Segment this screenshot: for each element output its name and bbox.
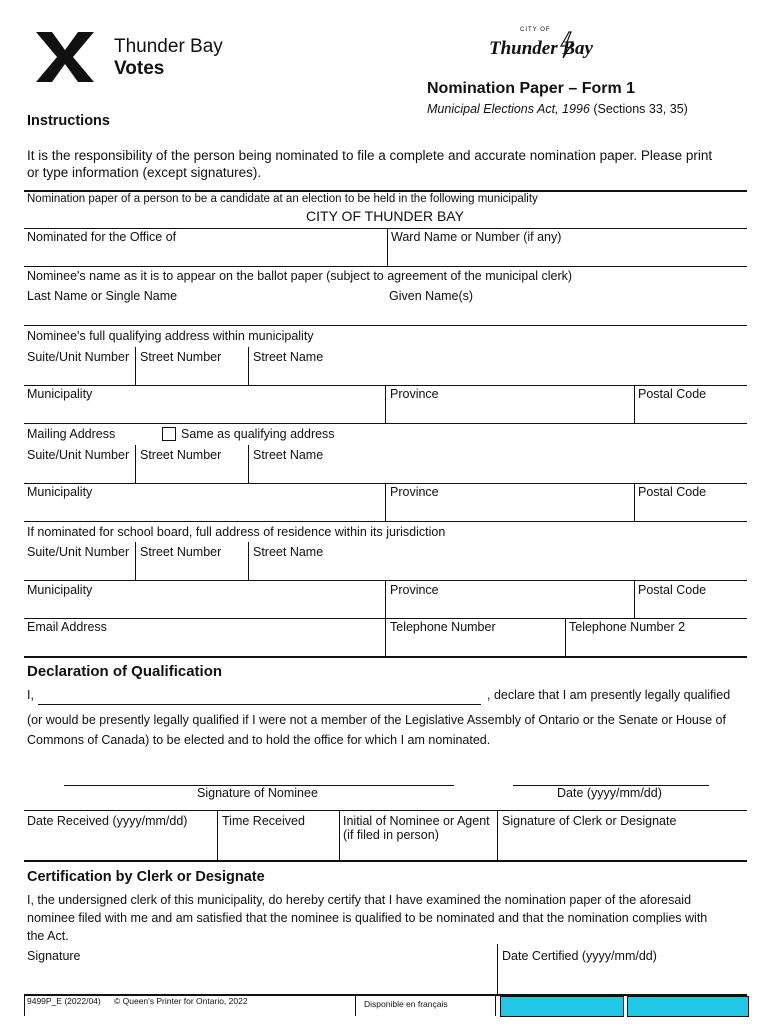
telephone-2-input[interactable] [569,636,743,654]
rule [24,325,747,326]
ward-input[interactable] [391,246,743,264]
qa-province-label: Province [390,387,439,401]
municipality-label: Nomination paper of a person to be a candidate at an election to be held in the following municipality [27,193,538,205]
instructions-line-1: It is the responsibility of the person being nominated to file a complete and accurate nomination paper. Please print [27,148,713,163]
certification-line-1: I, the undersigned clerk of this municipality, do hereby certify that I have examined the nomination paper of the aforesaid [27,893,692,907]
telephone-input[interactable] [390,636,561,654]
ma-street-number-label: Street Number [140,448,222,462]
divider [497,810,498,860]
logo-text-thunder-bay: Thunder Bay [114,36,223,57]
initial-label-line-2: (if filed in person) [343,828,439,842]
date-certified-label: Date Certified (yyyy/mm/dd) [502,949,657,963]
qa-street-number-label: Street Number [140,350,222,364]
given-names-input[interactable] [389,305,743,323]
declaration-text-line-1: (or would be presently legally qualified if I were not a member of the Legislative Assembly of Ontario or the Senate or House of [27,713,726,727]
telephone-2-label: Telephone Number 2 [569,620,686,634]
section-rule [24,860,747,862]
qa-suite-input[interactable] [27,366,131,384]
office-label: Nominated for the Office of [27,230,177,244]
qa-street-name-label: Street Name [253,350,324,364]
certification-signature-label: Signature [27,949,81,963]
divider [135,445,136,483]
email-label: Email Address [27,620,107,634]
act-sections: (Sections 33, 35) [593,102,688,116]
certification-signature-input[interactable] [27,966,493,992]
ma-street-number-input[interactable] [140,464,244,482]
ma-suite-label: Suite/Unit Number [27,448,130,462]
french-version-link[interactable]: Disponible en français [364,999,448,1009]
divider [634,580,635,618]
logo-thunder-bay-script: Thunder Bay [489,38,593,59]
ward-label: Ward Name or Number (if any) [391,230,562,244]
copyright: © Queen's Printer for Ontario, 2022 [114,996,248,1006]
date-received-input[interactable] [27,832,213,858]
print-form-button[interactable] [627,996,749,1017]
form-top-rule [24,190,747,192]
qa-postal-input[interactable] [638,403,743,421]
ma-street-name-input[interactable] [253,464,743,482]
nominee-name-label: Nominee's name as it is to appear on the ballot paper (subject to agreement of the municipal clerk) [27,269,573,283]
initial-label-line-1: Initial of Nominee or Agent [343,814,490,828]
email-input[interactable] [27,636,381,654]
office-input[interactable] [27,246,383,264]
sb-street-name-input[interactable] [253,561,743,579]
divider [135,542,136,580]
sb-suite-label: Suite/Unit Number [27,545,130,559]
form-title: Nomination Paper – Form 1 [427,80,636,97]
date-certified-input[interactable] [502,966,743,992]
nominee-date-label: Date (yyyy/mm/dd) [557,786,662,800]
qa-street-name-input[interactable] [253,366,743,384]
date-received-label: Date Received (yyyy/mm/dd) [27,814,188,828]
sb-street-number-input[interactable] [140,561,244,579]
divider [385,580,386,618]
declaration-i-label: I, [27,688,34,702]
act-reference [427,102,688,116]
divider [248,542,249,580]
school-board-label: If nominated for school board, full address of residence within its jurisdiction [27,525,446,539]
sb-postal-label: Postal Code [638,583,707,597]
act-name: Municipal Elections Act, 1996 [427,102,590,116]
sb-street-name-label: Street Name [253,545,324,559]
divider [497,944,498,994]
declaration-name-input[interactable] [40,686,480,703]
reset-form-button[interactable] [500,996,624,1017]
certification-line-3: the Act. [27,929,69,943]
qa-municipality-input[interactable] [27,403,381,421]
divider [135,347,136,385]
instructions-heading: Instructions [27,113,110,129]
divider [339,810,340,860]
divider [385,483,386,521]
ma-postal-label: Postal Code [638,485,707,499]
divider [634,385,635,423]
qa-municipality-label: Municipality [27,387,93,401]
divider [217,810,218,860]
divider [385,618,386,656]
ma-suite-input[interactable] [27,464,131,482]
given-names-label: Given Name(s) [389,289,474,303]
declaration-declare-text: , declare that I am presently legally qualified [487,688,731,702]
qa-province-input[interactable] [390,403,630,421]
x-logo-icon [34,30,96,84]
qa-street-number-input[interactable] [140,366,244,384]
qa-postal-label: Postal Code [638,387,707,401]
logo-city-of: CITY OF [520,27,551,33]
ma-municipality-input[interactable] [27,501,381,519]
sb-province-label: Province [390,583,439,597]
ma-street-name-label: Street Name [253,448,324,462]
ma-postal-input[interactable] [638,501,743,519]
instructions-line-2: or type information (except signatures). [27,165,262,180]
mailing-address-label: Mailing Address [27,427,116,441]
form-code: 9499P_E (2022/04) [27,996,101,1006]
qa-suite-label: Suite/Unit Number [27,350,130,364]
time-received-label: Time Received [222,814,305,828]
divider [248,347,249,385]
divider [387,228,388,266]
sb-street-number-label: Street Number [140,545,222,559]
rule [24,423,747,424]
nominee-signature-input[interactable] [64,766,454,784]
nominee-name-line [38,704,481,705]
divider [565,618,566,656]
section-rule [24,656,747,658]
last-name-label: Last Name or Single Name [27,289,178,303]
certification-heading: Certification by Clerk or Designate [27,869,265,885]
rule [24,810,747,811]
qualifying-address-label: Nominee's full qualifying address within municipality [27,329,314,343]
sb-suite-input[interactable] [27,561,131,579]
declaration-text-line-2: Commons of Canada) to be elected and to hold the office for which I am nominated. [27,733,491,747]
divider [24,994,25,1016]
divider [248,445,249,483]
divider [385,385,386,423]
last-name-input[interactable] [27,305,383,323]
sb-municipality-input[interactable] [27,599,381,617]
rule [24,521,747,522]
divider [634,483,635,521]
certification-line-2: nominee filed with me and am satisfied that the nominee is qualified to be nominated and that the nomination complies with [27,911,708,925]
clerk-signature-label: Signature of Clerk or Designate [502,814,677,828]
lightning-bolt-icon [555,30,577,60]
sb-postal-input[interactable] [638,599,743,617]
logo-text-votes: Votes [114,58,165,79]
ma-municipality-label: Municipality [27,485,93,499]
nominee-date-input[interactable] [513,766,709,784]
same-address-label: Same as qualifying address [181,427,335,441]
clerk-signature-input[interactable] [502,832,743,858]
time-received-input[interactable] [222,832,335,858]
signature-of-nominee-label: Signature of Nominee [197,786,318,800]
rule [24,266,747,267]
declaration-heading: Declaration of Qualification [27,663,223,680]
same-address-checkbox[interactable] [162,427,176,441]
divider [355,994,356,1016]
sb-province-input[interactable] [390,599,630,617]
telephone-label: Telephone Number [390,620,496,634]
initial-input[interactable] [343,844,493,858]
municipality-value: CITY OF THUNDER BAY [306,208,464,224]
sb-municipality-label: Municipality [27,583,93,597]
ma-province-input[interactable] [390,501,630,519]
divider [495,994,496,1016]
rule [24,228,747,229]
ma-province-label: Province [390,485,439,499]
